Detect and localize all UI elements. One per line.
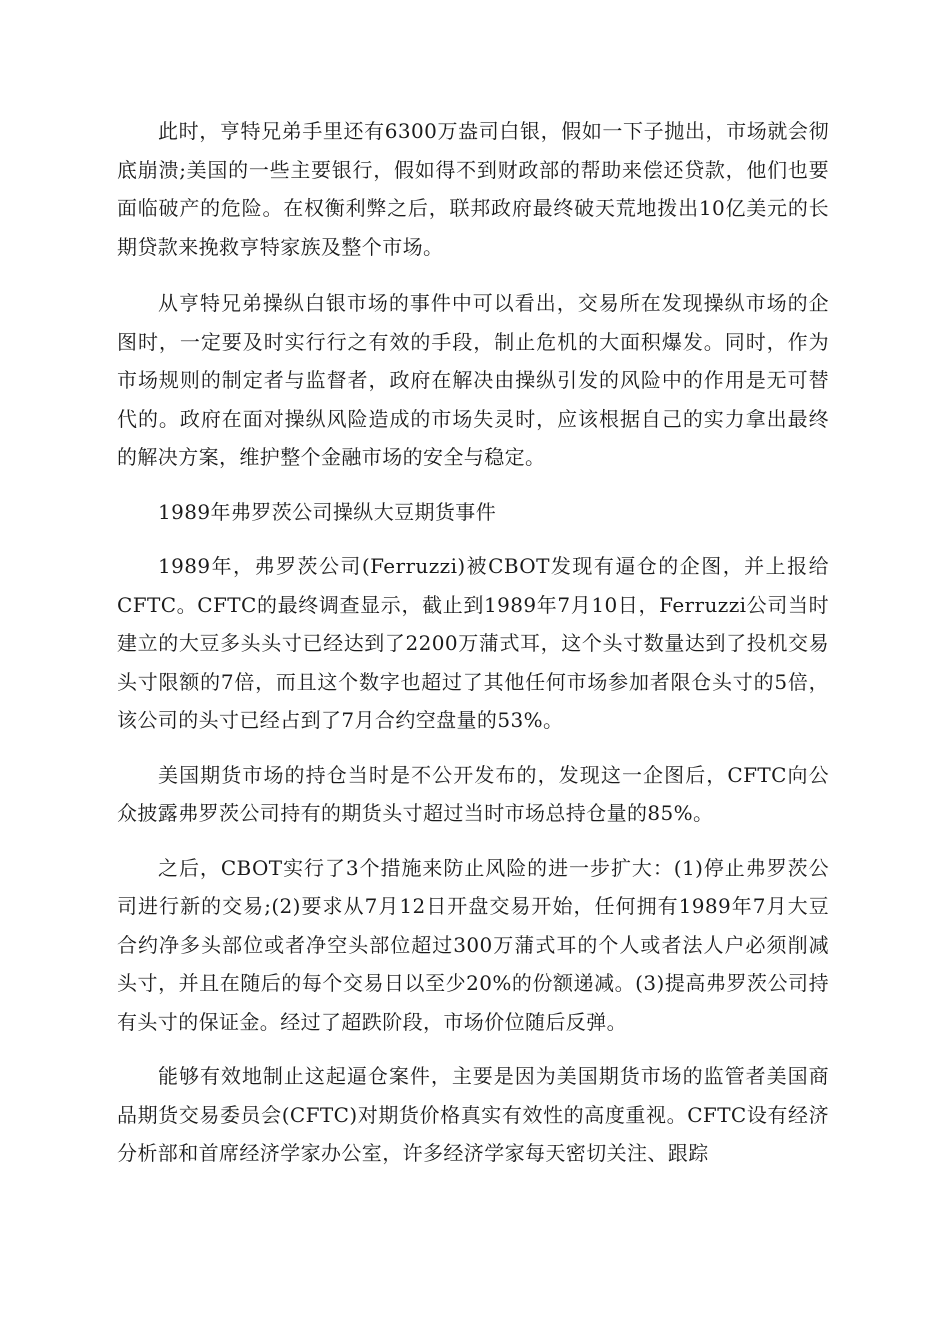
paragraph-cbot-measures: 之后，CBOT实行了3个措施来防止风险的进一步扩大：(1)停止弗罗茨公司进行新的交易;(2)要求从7月12日开盘交易开始，任何拥有1989年7月大豆合约净多头部位或者净空头部位超过300万蒲式耳的个人或者法人户必须削减头寸，并且在随后的每个交易日以至少20%的份额递减。(3)提高弗罗茨公司持有头寸的保证金。经过了超跌阶段，市场价位随后反弹。	[117, 855, 829, 1034]
paragraph-government-role: 从亨特兄弟操纵白银市场的事件中可以看出，交易所在发现操纵市场的企图时，一定要及时实行行之有效的手段，制止危机的大面积爆发。同时，作为市场规则的制定者与监督者，政府在解决由操纵引发的风险中的作用是无可替代的。政府在面对操纵风险造成的市场失灵时，应该根据自己的实力拿出最终的解决方案，维护整个金融市场的安全与稳定。	[117, 291, 829, 469]
section-heading-ferruzzi: 1989年弗罗茨公司操纵大豆期货事件	[158, 499, 497, 524]
paragraph-ferruzzi-position: 1989年，弗罗茨公司(Ferruzzi)被CBOT发现有逼仓的企图，并上报给CFTC。CFTC的最终调查显示，截止到1989年7月10日，Ferruzzi公司当时建立的大豆多头头寸已经达到了2200万蒲式耳，这个头寸数量达到了投机交易头寸限额的7倍，而且这个数字也超过了其他任何市场参加者限仓头寸的5倍，该公司的头寸已经占到了7月合约空盘量的53%。	[117, 554, 829, 732]
paragraph-cftc-disclosure: 美国期货市场的持仓当时是不公开发布的，发现这一企图后，CFTC向公众披露弗罗茨公司持有的期货头寸超过当时市场总持仓量的85%。	[117, 762, 829, 825]
paragraph-silver-bailout: 此时，亨特兄弟手里还有6300万盎司白银，假如一下子抛出，市场就会彻底崩溃;美国的一些主要银行，假如得不到财政部的帮助来偿还贷款，他们也要面临破产的危险。在权衡利弊之后，联邦政府最终破天荒地拨出10亿美元的长期贷款来挽救亨特家族及整个市场。	[117, 119, 829, 259]
paragraph-cftc-oversight: 能够有效地制止这起逼仓案件，主要是因为美国期货市场的监管者美国商品期货交易委员会(CFTC)对期货价格真实有效性的高度重视。CFTC设有经济分析部和首席经济学家办公室，许多经济学家每天密切关注、跟踪	[117, 1064, 829, 1165]
